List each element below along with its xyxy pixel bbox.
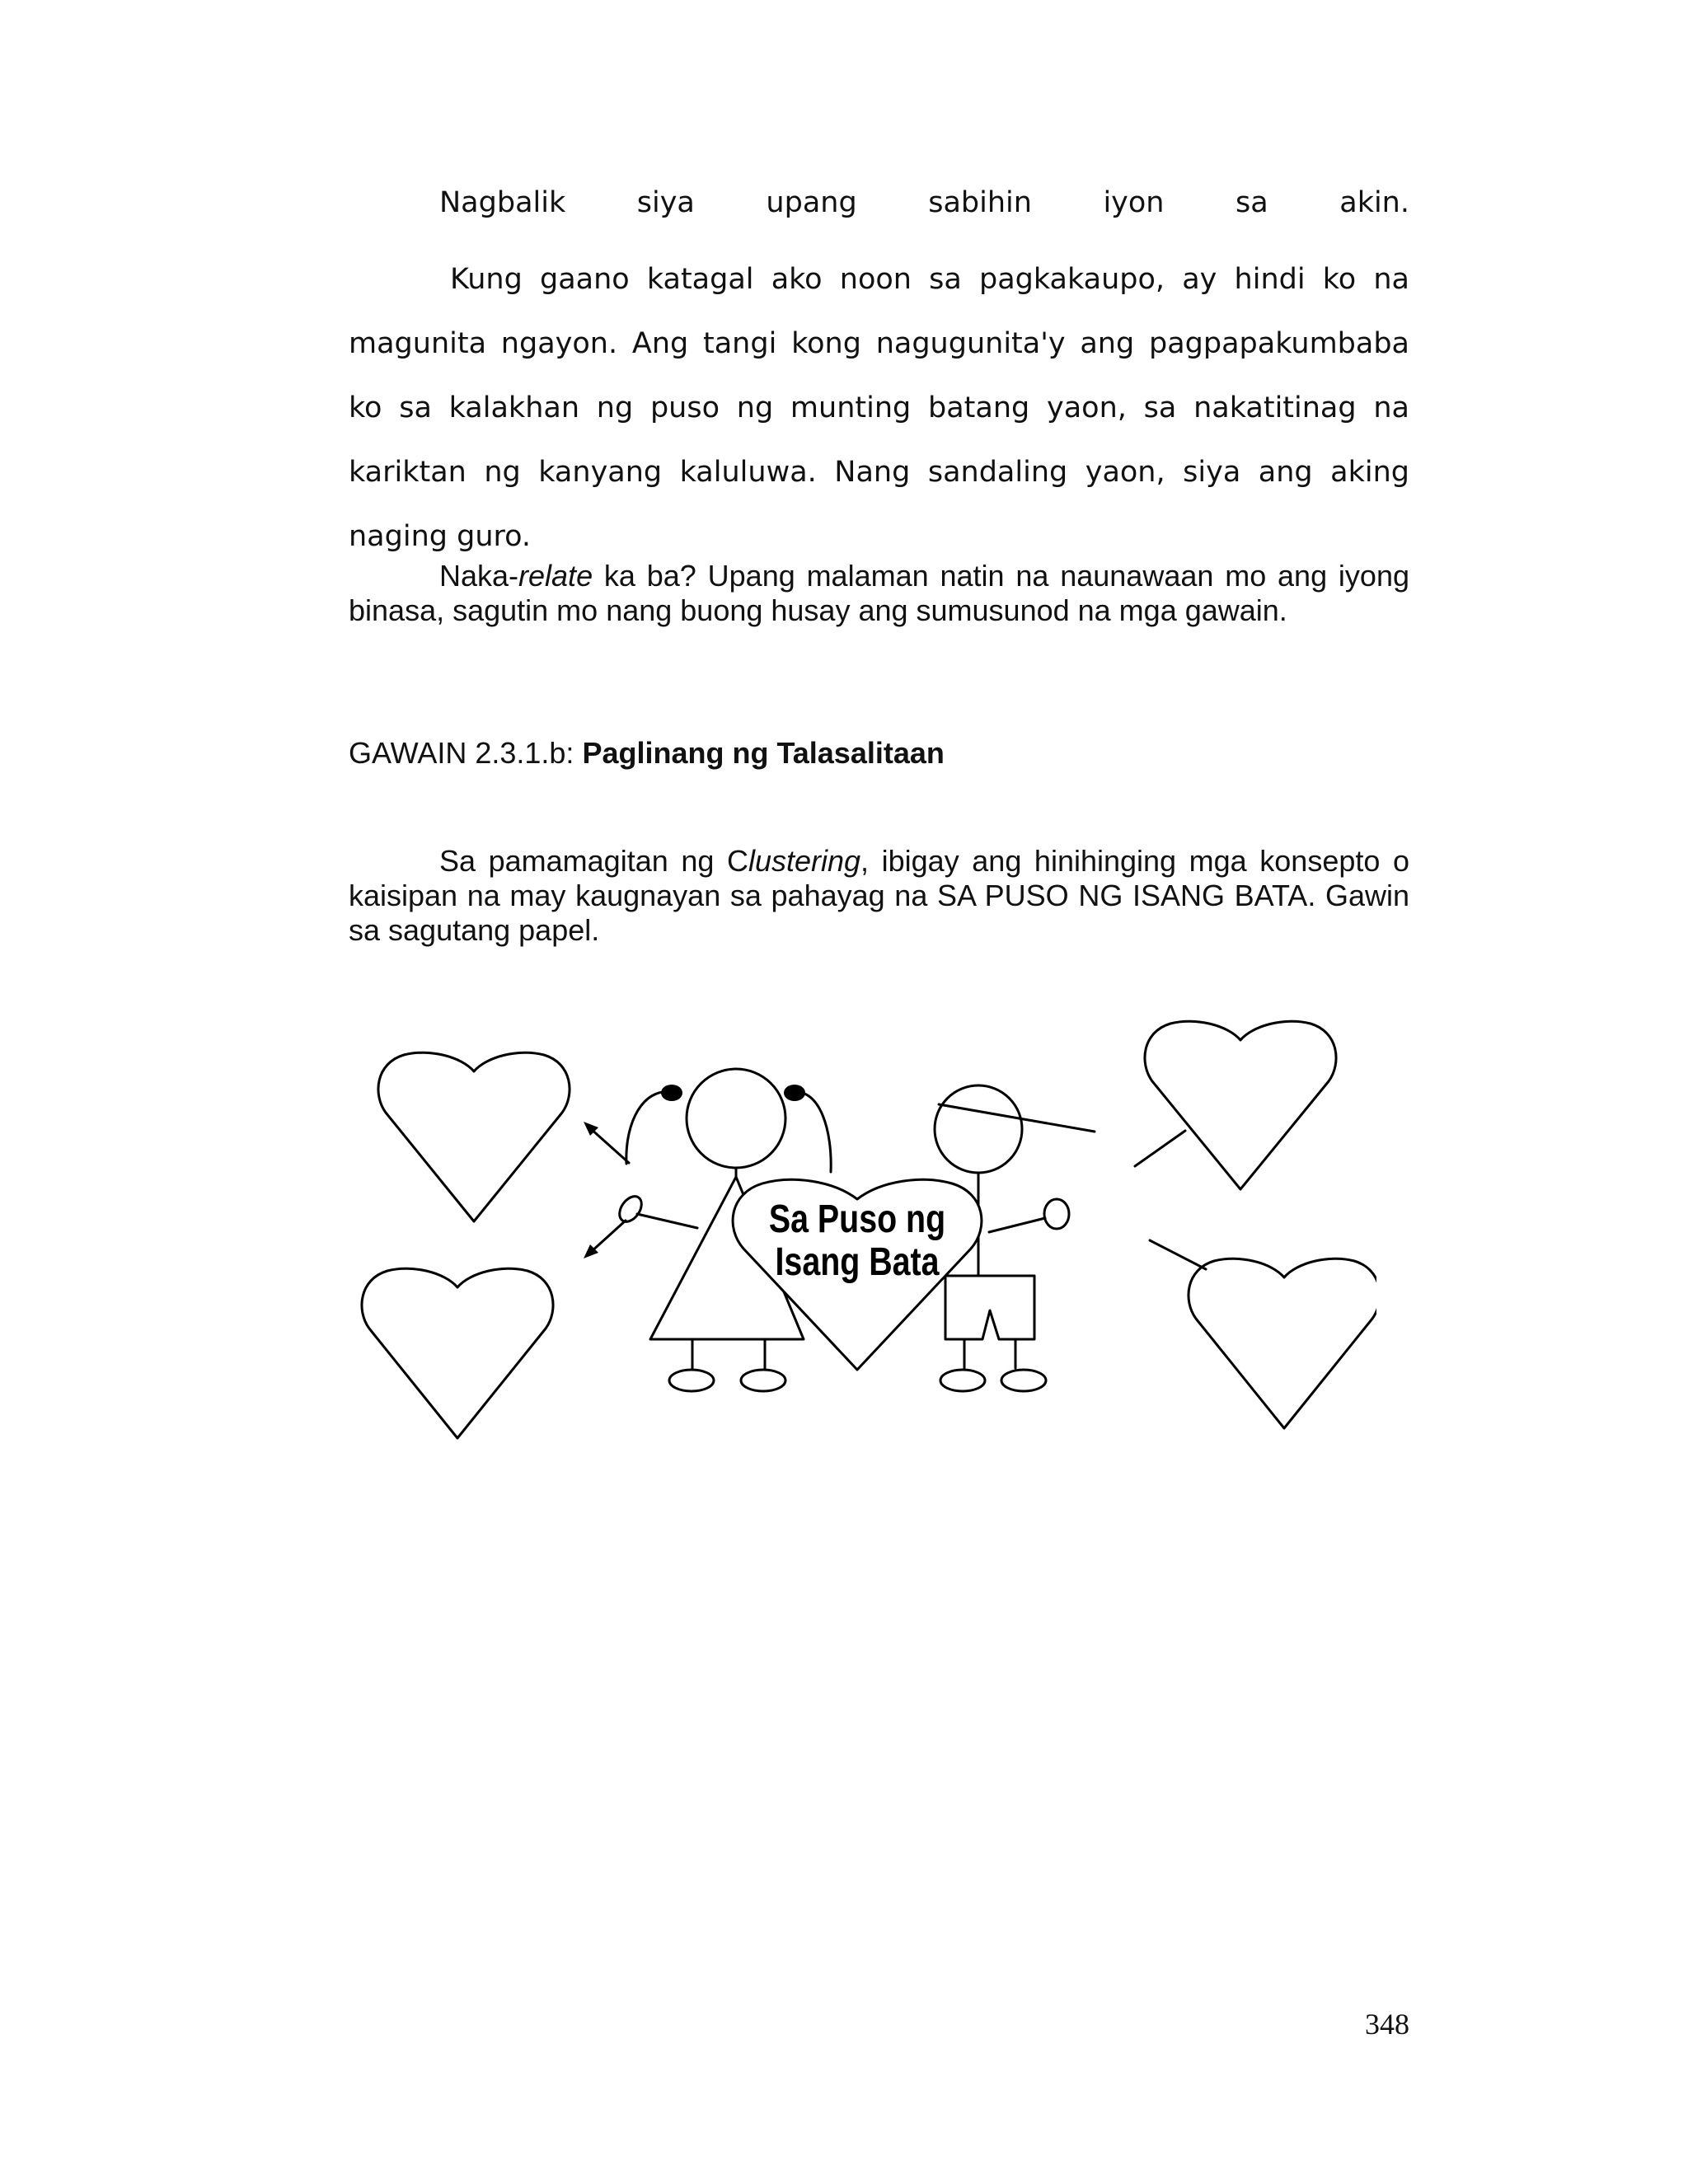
activity-title: Paglinang ng Talasalitaan: [582, 736, 945, 770]
boy-arm-right: [989, 1218, 1045, 1232]
instruction-prefix: Sa pamamagitan ng C: [439, 844, 748, 878]
instruction-italic: lustering: [748, 844, 861, 878]
instruction-rest: , ibigay ang hinihinging mga konsepto o kaisipan na may kaugnayan sa pahayag na SA PUSO NG ISANG BATA. Gawin sa sagutang papel.: [349, 844, 1409, 947]
connector-top-left: [590, 1128, 629, 1163]
connector-top-right: [1135, 1131, 1185, 1166]
girl-head: [687, 1069, 785, 1168]
girl-bow-right: [784, 1085, 805, 1101]
relate-paragraph: [349, 559, 1409, 628]
heart-top-right: [1145, 1021, 1336, 1189]
boy-head: [935, 1085, 1022, 1173]
girl-bow-left: [661, 1085, 682, 1101]
relate-rest: ka ba? Upang malaman natin na naunawaan mo ang iyong binasa, sagutin mo nang buong husay ang sumusunod na mga gawain.: [349, 559, 1409, 627]
story-paragraph: [349, 247, 1409, 569]
page-number: 348: [1365, 2008, 1409, 2041]
relate-italic: relate: [518, 559, 593, 593]
story-paragraph-text: Kung gaano katagal ako noon sa pagkakaupo, ay hindi ko na magunita ngayon. Ang tangi kong nagugunita'y ang pagpapakumbaba ko sa kalakhan ng puso ng munting batang yaon, sa nakatitinag na kariktan ng kanyang kaluluwa. Nang sandaling yaon, siya ang aking naging guro.: [349, 263, 1409, 553]
girl-pigtail-left: [626, 1092, 672, 1164]
activity-heading: [349, 736, 945, 771]
heart-bottom-right: [1189, 1258, 1376, 1428]
heart-top-left: [378, 1052, 570, 1221]
girl-pigtail-right: [794, 1092, 831, 1172]
story-line-1: [349, 186, 1409, 219]
heart-title-line2: Isang Bata: [775, 1240, 940, 1284]
heart-title-line1: Sa Puso ng: [768, 1197, 946, 1241]
connector-bottom-right: [1150, 1240, 1206, 1269]
girl-hand-left: [615, 1193, 646, 1226]
clustering-illustration: [354, 1014, 1376, 1459]
girl-foot-right: [741, 1370, 785, 1391]
boy-foot-right: [1001, 1370, 1046, 1391]
activity-label: GAWAIN 2.3.1.b:: [349, 736, 583, 770]
girl-arm-left: [637, 1214, 697, 1228]
heart-bottom-left: [362, 1268, 553, 1438]
relate-prefix: Naka-: [439, 559, 519, 593]
girl-foot-left: [669, 1370, 714, 1391]
boy-shorts: [945, 1276, 1034, 1339]
boy-foot-left: [940, 1370, 985, 1391]
clustering-instruction: [349, 844, 1409, 948]
connector-bottom-left: [591, 1221, 626, 1252]
story-line-1-text: Nagbalik siya upang sabihin iyon sa akin.: [439, 186, 1409, 219]
boy-hand-right: [1044, 1199, 1069, 1229]
